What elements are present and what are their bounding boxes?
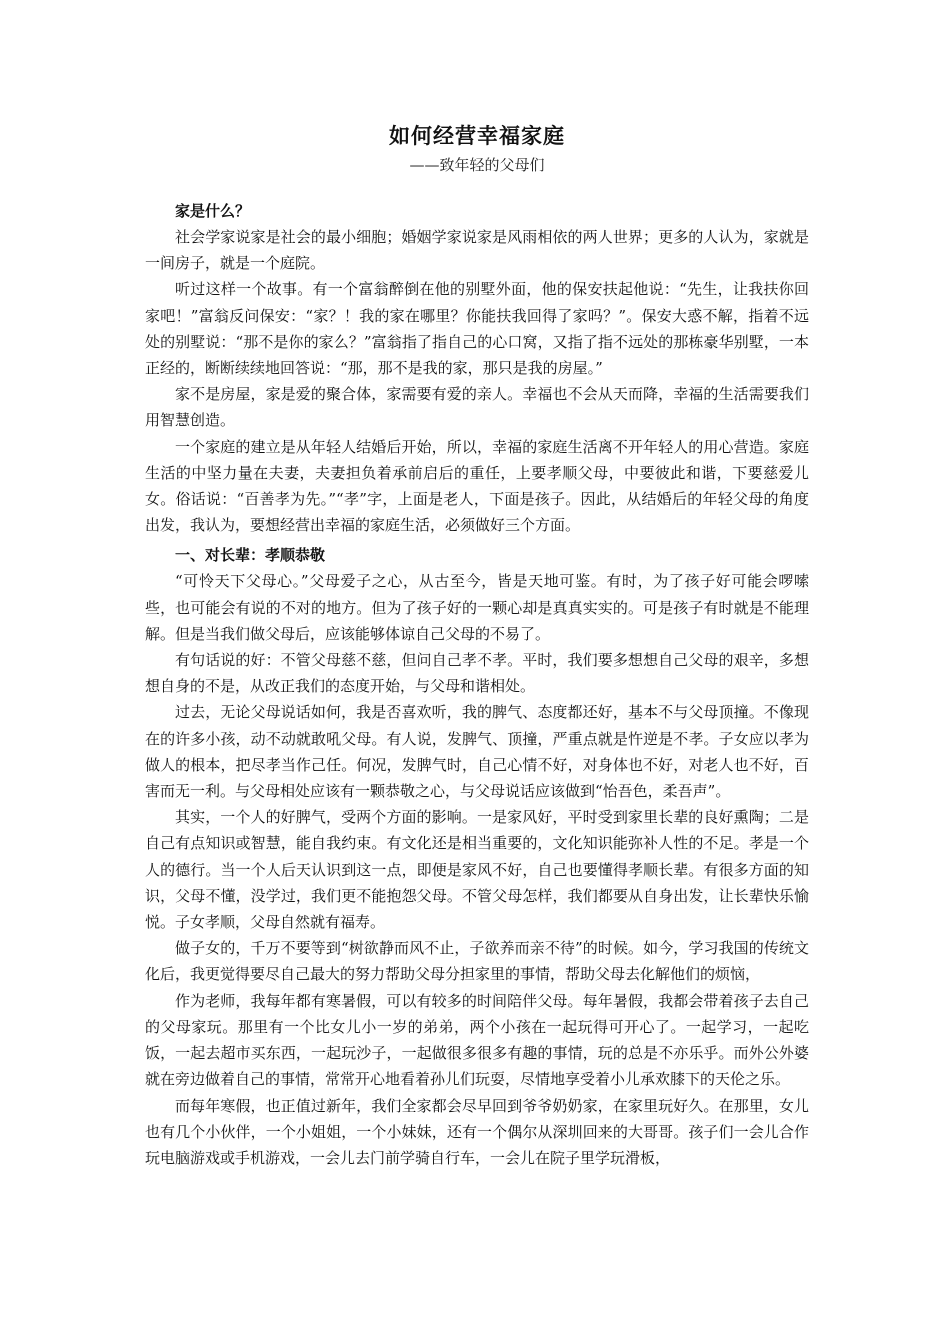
paragraph: 一个家庭的建立是从年轻人结婚后开始，所以，幸福的家庭生活离不开年轻人的用心营造。家庭生活的中坚力量在夫妻，夫妻担负着承前启后的重任，上要孝顺父母，中要彼此和谐，下要慈爱儿女。俗话说：“百善孝为先。”“孝”字，上面是老人，下面是孩子。因此，从结婚后的年轻父母的角度出发，我认为，要想经营出幸福的家庭生活，必须做好三个方面。 — [145, 437, 809, 535]
section-heading-elders: 一、对长辈：孝顺恭敬 — [175, 546, 326, 565]
paragraph: 过去，无论父母说话如何，我是否喜欢听，我的脾气、态度都还好，基本不与父母顶撞。不像现在的许多小孩，动不动就敢吼父母。有人说，发脾气、顶撞，严重点就是忤逆是不孝。子女应以孝为做人的根本，把尽孝当作己任。何况，发脾气时，自己心情不好，对身体也不好，对老人也不好，百害而无一利。与父母相处应该有一颗恭敬之心，与父母说话应该做到“怡吾色，柔吾声”。 — [145, 703, 809, 801]
paragraph: 有句话说的好：不管父母慈不慈，但问自己孝不孝。平时，我们要多想想自己父母的艰辛，多想想自身的不是，从改正我们的态度开始，与父母和谐相处。 — [145, 651, 809, 696]
paragraph: 作为老师，我每年都有寒暑假，可以有较多的时间陪伴父母。每年暑假，我都会带着孩子去自己的父母家玩。那里有一个比女儿小一岁的弟弟，两个小孩在一起玩得可开心了。一起学习，一起吃饭，一起去超市买东西，一起玩沙子，一起做很多很多有趣的事情，玩的总是不亦乐乎。而外公外婆就在旁边做着自己的事情，常常开心地看着孙儿们玩耍，尽情地享受着小儿承欢膝下的天伦之乐。 — [145, 991, 809, 1089]
paragraph: 做子女的，千万不要等到“树欲静而风不止，子欲养而亲不待”的时候。如今，学习我国的传统文化后，我更觉得要尽自己最大的努力帮助父母分担家里的事情，帮助父母去化解他们的烦恼， — [145, 939, 809, 984]
section-heading-what-is-home: 家是什么？ — [175, 202, 251, 220]
paragraph: 家不是房屋，家是爱的聚合体，家需要有爱的亲人。幸福也不会从天而降，幸福的生活需要我们用智慧创造。 — [145, 385, 809, 430]
paragraph: 而每年寒假，也正值过新年，我们全家都会尽早回到爷爷奶奶家，在家里玩好久。在那里，女儿也有几个小伙伴，一个小姐姐，一个小妹妹，还有一个偶尔从深圳回来的大哥哥。孩子们一会儿合作玩电脑游戏或手机游戏，一会儿去门前学骑自行车，一会儿在院子里学玩滑板， — [145, 1096, 809, 1167]
paragraph: 其实，一个人的好脾气，受两个方面的影响。一是家风好，平时受到家里长辈的良好熏陶；二是自己有点知识或智慧，能自我约束。有文化还是相当重要的，文化知识能弥补人性的不足。孝是一个人的德行。当一个人后天认识到这一点，即便是家风不好，自己也要懂得孝顺长辈。有很多方面的知识，父母不懂，没学过，我们更不能抱怨父母。不管父母怎样，我们都要从自身出发，让长辈快乐愉悦。子女孝顺，父母自然就有福寿。 — [145, 808, 809, 932]
document-title: 如何经营幸福家庭 — [389, 124, 565, 148]
paragraph: 听过这样一个故事。有一个富翁醉倒在他的别墅外面，他的保安扶起他说：“先生，让我扶你回家吧！”富翁反问保安：“家？！我的家在哪里？你能扶我回得了家吗？”。保安大惑不解，指着不远处的别墅说：“那不是你的家么？”富翁指了指自己的心口窝，又指了指不远处的那栋豪华别墅，一本正经的，断断续续地回答说：“那，那不是我的家，那只是我的房屋。” — [145, 280, 809, 378]
paragraph: 社会学家说家是社会的最小细胞；婚姻学家说家是风雨相依的两人世界；更多的人认为，家就是一间房子，就是一个庭院。 — [145, 228, 809, 273]
document-body — [145, 118, 809, 1171]
paragraph: “可怜天下父母心。”父母爱子之心，从古至今，皆是天地可鉴。有时，为了孩子好可能会啰嗦些，也可能会有说的不对的地方。但为了孩子好的一颗心却是真真实实的。可是孩子有时就是不能理解。但是当我们做父母后，应该能够体谅自己父母的不易了。 — [145, 572, 809, 643]
document-subtitle: ——致年轻的父母们 — [409, 156, 545, 174]
